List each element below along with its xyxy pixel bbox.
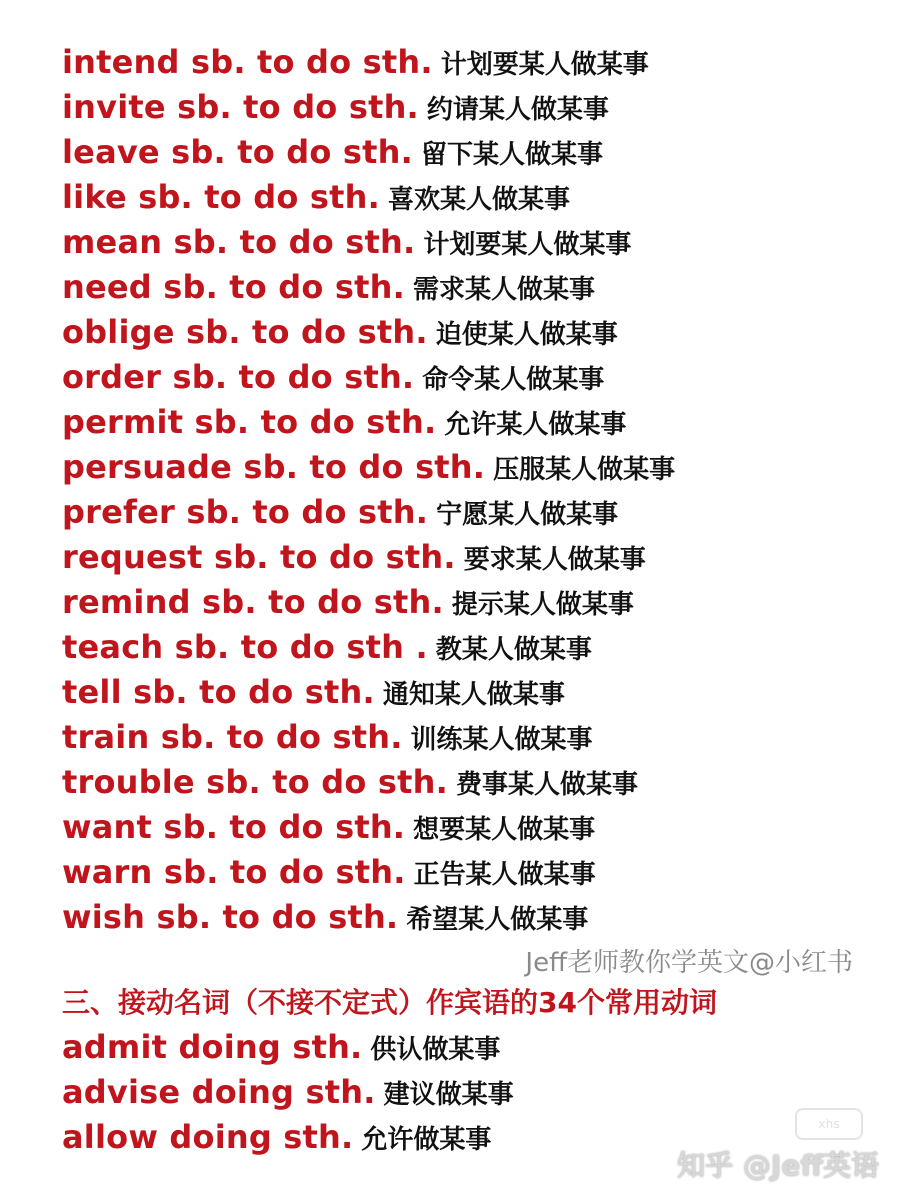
english-phrase: like sb. to do sth. [62,178,380,216]
phrase-line [62,130,882,175]
chinese-meaning: 通知某人做某事 [382,680,565,710]
english-phrase: want sb. to do sth. [62,808,406,846]
english-phrase: leave sb. to do sth. [62,133,413,171]
english-phrase: request sb. to do sth. [62,538,456,576]
phrase-line [62,400,882,445]
english-phrase: order sb. to do sth. [62,358,415,396]
chinese-meaning: 计划要某人做某事 [440,50,649,80]
chinese-meaning: 教某人做某事 [435,635,592,665]
english-phrase: wish sb. to do sth. [62,898,399,936]
vocabulary-list [62,40,882,1160]
phrase-line [62,625,882,670]
faded-logo-badge: xhs [795,1108,863,1140]
phrase-line [62,805,882,850]
chinese-meaning: 提示某人做某事 [451,590,634,620]
chinese-meaning: 要求某人做某事 [463,545,646,575]
english-phrase: permit sb. to do sth. [62,403,437,441]
phrase-line [62,175,882,220]
section-heading: 三、接动名词（不接不定式）作宾语的34个常用动词 [62,986,717,1019]
phrase-line [62,1070,882,1115]
phrase-line [62,535,882,580]
chinese-meaning: 允许某人做某事 [444,410,627,440]
phrase-line [62,850,882,895]
phrase-line [62,760,882,805]
zhihu-watermark: 知乎 @Jeff英语 [677,1149,879,1182]
english-phrase: train sb. to do sth. [62,718,403,756]
chinese-meaning: 留下某人做某事 [420,140,603,170]
phrase-line [62,445,882,490]
english-phrase: prefer sb. to do sth. [62,493,429,531]
english-phrase: oblige sb. to do sth. [62,313,428,351]
english-phrase: need sb. to do sth. [62,268,406,306]
english-phrase: advise doing sth. [62,1073,376,1111]
chinese-meaning: 想要某人做某事 [413,815,596,845]
english-phrase: mean sb. to do sth. [62,223,416,261]
phrase-line [62,1025,882,1070]
phrase-line [62,40,882,85]
phrase-line [62,355,882,400]
phrase-line [62,85,882,130]
phrase-line [62,715,882,760]
english-phrase: tell sb. to do sth. [62,673,375,711]
xiaohongshu-watermark: Jeff老师教你学英文@小红书 [525,948,853,978]
english-phrase: trouble sb. to do sth. [62,763,448,801]
chinese-meaning: 宁愿某人做某事 [436,500,619,530]
english-phrase: admit doing sth. [62,1028,363,1066]
english-phrase: warn sb. to do sth. [62,853,406,891]
english-phrase: persuade sb. to do sth. [62,448,486,486]
chinese-meaning: 计划要某人做某事 [423,230,632,260]
chinese-meaning: 费事某人做某事 [455,770,638,800]
chinese-meaning: 压服某人做某事 [493,455,676,485]
english-phrase: teach sb. to do sth . [62,628,428,666]
chinese-meaning: 正告某人做某事 [413,860,596,890]
phrase-list-sb-to-do [62,40,882,940]
chinese-meaning: 需求某人做某事 [413,275,596,305]
phrase-line [62,220,882,265]
phrase-line [62,490,882,535]
english-phrase: invite sb. to do sth. [62,88,419,126]
chinese-meaning: 喜欢某人做某事 [388,185,571,215]
english-phrase: intend sb. to do sth. [62,43,433,81]
phrase-list-doing [62,1025,882,1160]
chinese-meaning: 允许做某事 [361,1125,492,1155]
chinese-meaning: 命令某人做某事 [422,365,605,395]
english-phrase: allow doing sth. [62,1118,354,1156]
phrase-line [62,670,882,715]
phrase-line [62,580,882,625]
chinese-meaning: 训练某人做某事 [410,725,593,755]
chinese-meaning: 建议做某事 [383,1080,514,1110]
english-phrase: remind sb. to do sth. [62,583,444,621]
chinese-meaning: 约请某人做某事 [426,95,609,125]
phrase-line [62,265,882,310]
chinese-meaning: 希望某人做某事 [406,905,589,935]
chinese-meaning: 供认做某事 [370,1035,501,1065]
phrase-line [62,310,882,355]
phrase-line [62,895,882,940]
chinese-meaning: 迫使某人做某事 [435,320,618,350]
